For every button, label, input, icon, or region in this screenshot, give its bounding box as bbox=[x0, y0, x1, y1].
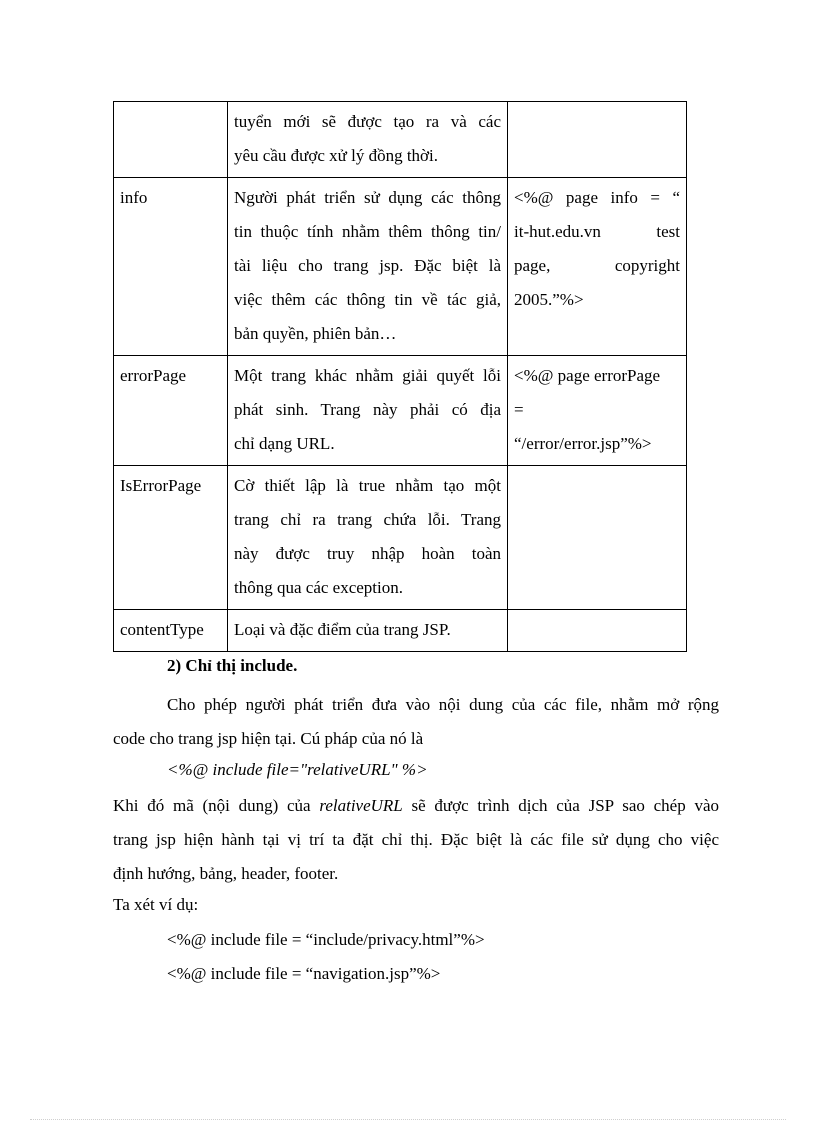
example-cell bbox=[508, 102, 687, 178]
attribute-cell bbox=[114, 178, 228, 356]
paragraph-line: code cho trang jsp hiện tại. Cú pháp của nó là bbox=[113, 729, 424, 748]
description-line: phát sinh. Trang này phải có địa bbox=[234, 400, 501, 419]
description-line: bản quyền, phiên bản… bbox=[234, 324, 397, 343]
description-cell bbox=[228, 178, 508, 356]
example-cell bbox=[508, 466, 687, 610]
page-directive-attributes-table bbox=[113, 101, 687, 652]
description-line: việc thêm các thông tin về tác giả, bbox=[234, 290, 501, 309]
intro-paragraph bbox=[113, 688, 719, 756]
example-line: = bbox=[514, 400, 524, 419]
code-example: <%@ include file = “include/privacy.html”%> bbox=[167, 930, 485, 949]
attribute-name: info bbox=[120, 188, 148, 207]
attribute-cell bbox=[114, 466, 228, 610]
code-example: <%@ include file = “navigation.jsp”%> bbox=[167, 964, 441, 983]
table-row bbox=[114, 102, 687, 178]
example-cell bbox=[508, 178, 687, 356]
example-label: Ta xét ví dụ: bbox=[113, 895, 199, 914]
attribute-name: contentType bbox=[120, 620, 204, 639]
table-row bbox=[114, 178, 687, 356]
text-run: sẽ được trình dịch của JSP sao chép vào bbox=[402, 796, 719, 815]
description-line: tin thuộc tính nhằm thêm thông tin/ bbox=[234, 222, 501, 241]
example-line: “/error/error.jsp”%> bbox=[514, 434, 652, 453]
description-line: yêu cầu được xử lý đồng thời. bbox=[234, 146, 439, 165]
description-line: tuyển mới sẽ được tạo ra và các bbox=[234, 112, 501, 131]
example-cell bbox=[508, 610, 687, 652]
example-cell bbox=[508, 356, 687, 466]
description-line: chỉ dạng URL. bbox=[234, 434, 335, 453]
table-row bbox=[114, 466, 687, 610]
attribute-name: IsErrorPage bbox=[120, 476, 202, 495]
description-cell bbox=[228, 466, 508, 610]
explanation-paragraph bbox=[113, 789, 719, 891]
emphasis-text: relativeURL bbox=[319, 796, 403, 815]
page-bottom-divider bbox=[30, 1119, 786, 1120]
paragraph-line: trang jsp hiện hành tại vị trí ta đặt chỉ thị. Đặc biệt là các file sử dụng cho việc bbox=[113, 830, 719, 849]
syntax-line: <%@ include file="relativeURL" %> bbox=[167, 760, 428, 779]
example-line: <%@ page errorPage bbox=[514, 366, 661, 385]
paragraph-line: Cho phép người phát triển đưa vào nội dung của các file, nhằm mở rộng bbox=[167, 695, 719, 714]
description-cell bbox=[228, 356, 508, 466]
description-line: trang chỉ ra trang chứa lỗi. Trang bbox=[234, 510, 501, 529]
paragraph-line: định hướng, bảng, header, footer. bbox=[113, 864, 339, 883]
example-line: it-hut.edu.vn test bbox=[514, 222, 680, 241]
attribute-cell bbox=[114, 610, 228, 652]
table-row bbox=[114, 610, 687, 652]
description-cell bbox=[228, 610, 508, 652]
description-line: Loại và đặc điểm của trang JSP. bbox=[234, 620, 451, 639]
example-line: <%@ page info = “ bbox=[514, 188, 680, 207]
attribute-name: errorPage bbox=[120, 366, 187, 385]
description-line: Cờ thiết lập là true nhằm tạo một bbox=[234, 476, 501, 495]
description-line: này được truy nhập hoàn toàn bbox=[234, 544, 501, 563]
attribute-cell bbox=[114, 102, 228, 178]
description-line: thông qua các exception. bbox=[234, 578, 403, 597]
text-run: Khi đó mã (nội dung) của bbox=[113, 796, 320, 815]
table-row bbox=[114, 356, 687, 466]
paragraph-line bbox=[113, 789, 719, 823]
description-line: Người phát triển sử dụng các thông bbox=[234, 188, 501, 207]
example-line: 2005.”%> bbox=[514, 290, 584, 309]
section-heading: 2) Chỉ thị include. bbox=[167, 656, 298, 675]
description-line: tài liệu cho trang jsp. Đặc biệt là bbox=[234, 256, 501, 275]
attribute-cell bbox=[114, 356, 228, 466]
description-cell bbox=[228, 102, 508, 178]
example-line: page, copyright bbox=[514, 256, 680, 275]
description-line: Một trang khác nhằm giải quyết lỗi bbox=[234, 366, 501, 385]
table-body bbox=[114, 102, 687, 652]
